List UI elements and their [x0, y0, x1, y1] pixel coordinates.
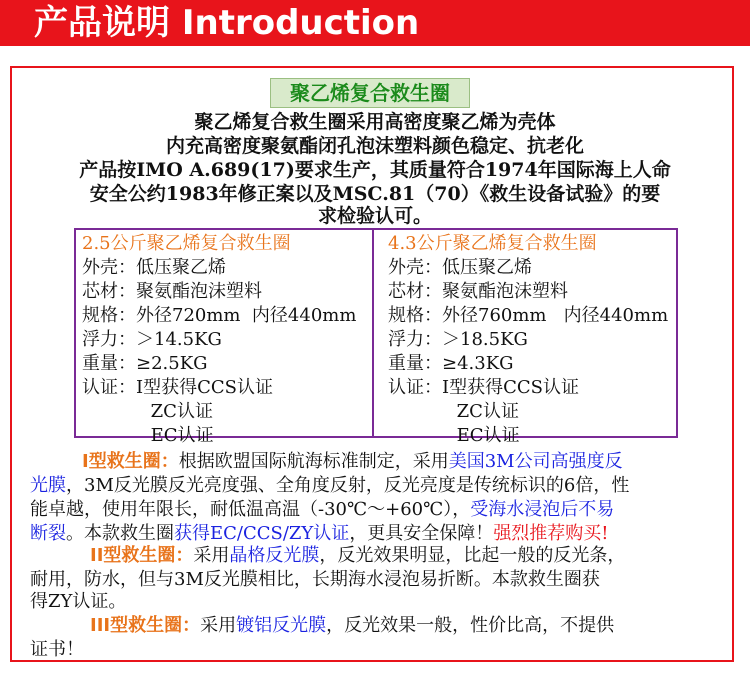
product-title-box [270, 78, 470, 108]
spec-line: 浮力：＞14.5KG [82, 329, 222, 350]
type2-label: II型救生圈： [90, 545, 194, 566]
spec-column-2 [388, 232, 668, 448]
header-title: 产品说明 Introduction [34, 3, 420, 43]
intro-line-2: 内充高密度聚氨酯闭孔泡沫塑料颜色稳定、抗老化 [165, 135, 584, 157]
type1-highlight: 美国3M公司高强度反 [448, 451, 623, 472]
type2-highlight: 晶格反光膜 [229, 545, 320, 566]
type1-line-3 [30, 498, 614, 522]
intro-line-5: 求检验认可。 [317, 205, 432, 227]
type2-text: ，反光效果明显，比起一般的反光条， [319, 545, 626, 566]
spec-line: 芯材：聚氨酯泡沫塑料 [388, 281, 568, 302]
spec-column-1 [82, 232, 356, 448]
spec-line: 规格：外径760mm 内径440mm [388, 305, 669, 326]
type1-line-2 [30, 474, 629, 498]
type3-label: III型救生圈： [90, 615, 201, 636]
type1-label: I型救生圈： [82, 451, 179, 472]
type3-highlight: 镀铝反光膜 [236, 615, 327, 636]
spec-line: 重量：≥4.3KG [388, 353, 514, 374]
type2-line-1 [90, 544, 625, 568]
type1-text: ，更具安全保障！ [349, 523, 494, 544]
spec-line: EC认证 [388, 425, 520, 446]
product-title: 聚乙烯复合救生圈 [290, 81, 450, 105]
type1-text: 能卓越，使用年限长，耐低温高温（-30℃～+60℃）， [30, 499, 471, 520]
type1-highlight: 受海水浸泡后不易 [470, 499, 615, 520]
spec-line: 重量：≥2.5KG [82, 353, 208, 374]
type1-highlight: 获得EC/CCS/ZY认证 [174, 523, 350, 544]
type1-text: ，3M反光膜反光亮度强、全角度反射，反光亮度是传统标识的6倍，性 [66, 475, 630, 496]
type1-text: 根据欧盟国际航海标准制定，采用 [178, 451, 449, 472]
spec-line: 规格：外径720mm 内径440mm [82, 305, 357, 326]
type1-recommend: 强烈推荐购买! [493, 523, 609, 544]
intro-line-3: 产品按IMO A.689(17)要求生产，其质量符合1974年国际海上人命 [79, 159, 671, 181]
spec-table [74, 228, 678, 446]
spec-line: 外壳：低压聚乙烯 [388, 257, 532, 278]
section-header [0, 0, 750, 46]
intro-line-1: 聚乙烯复合救生圈采用高密度聚乙烯为壳体 [194, 111, 556, 133]
type1-highlight: 光膜 [30, 475, 66, 496]
spec-line: 认证：I型获得CCS认证 [388, 377, 579, 398]
spec-line: 外壳：低压聚乙烯 [82, 257, 226, 278]
type1-line-1 [82, 450, 623, 474]
spec-divider [372, 230, 374, 436]
type2-line-3: 得ZY认证。 [30, 591, 127, 612]
spec-heading: 2.5公斤聚乙烯复合救生圈 [82, 233, 291, 254]
intro-line-4: 安全公约1983年修正案以及MSC.81（70）《救生设备试验》的要 [89, 183, 661, 205]
type3-text: ，反光效果一般，性价比高，不提供 [326, 615, 615, 636]
type1-highlight: 断裂 [30, 523, 66, 544]
type3-line-2: 证书！ [30, 639, 84, 660]
spec-heading: 4.3公斤聚乙烯复合救生圈 [388, 233, 597, 254]
spec-line: EC认证 [82, 425, 214, 446]
type1-text: 。本款救生圈 [66, 523, 174, 544]
spec-line: ZC认证 [388, 401, 519, 422]
type3-text: 采用 [200, 615, 237, 636]
type2-text: 采用 [193, 545, 230, 566]
spec-line: ZC认证 [82, 401, 213, 422]
type2-line-2: 耐用，防水，但与3M反光膜相比，长期海水浸泡易折断。本款救生圈获 [30, 569, 600, 590]
type1-line-4 [30, 522, 609, 546]
spec-line: 认证：I型获得CCS认证 [82, 377, 273, 398]
type3-line-1 [90, 614, 614, 638]
spec-line: 芯材：聚氨酯泡沫塑料 [82, 281, 262, 302]
spec-line: 浮力：＞18.5KG [388, 329, 528, 350]
